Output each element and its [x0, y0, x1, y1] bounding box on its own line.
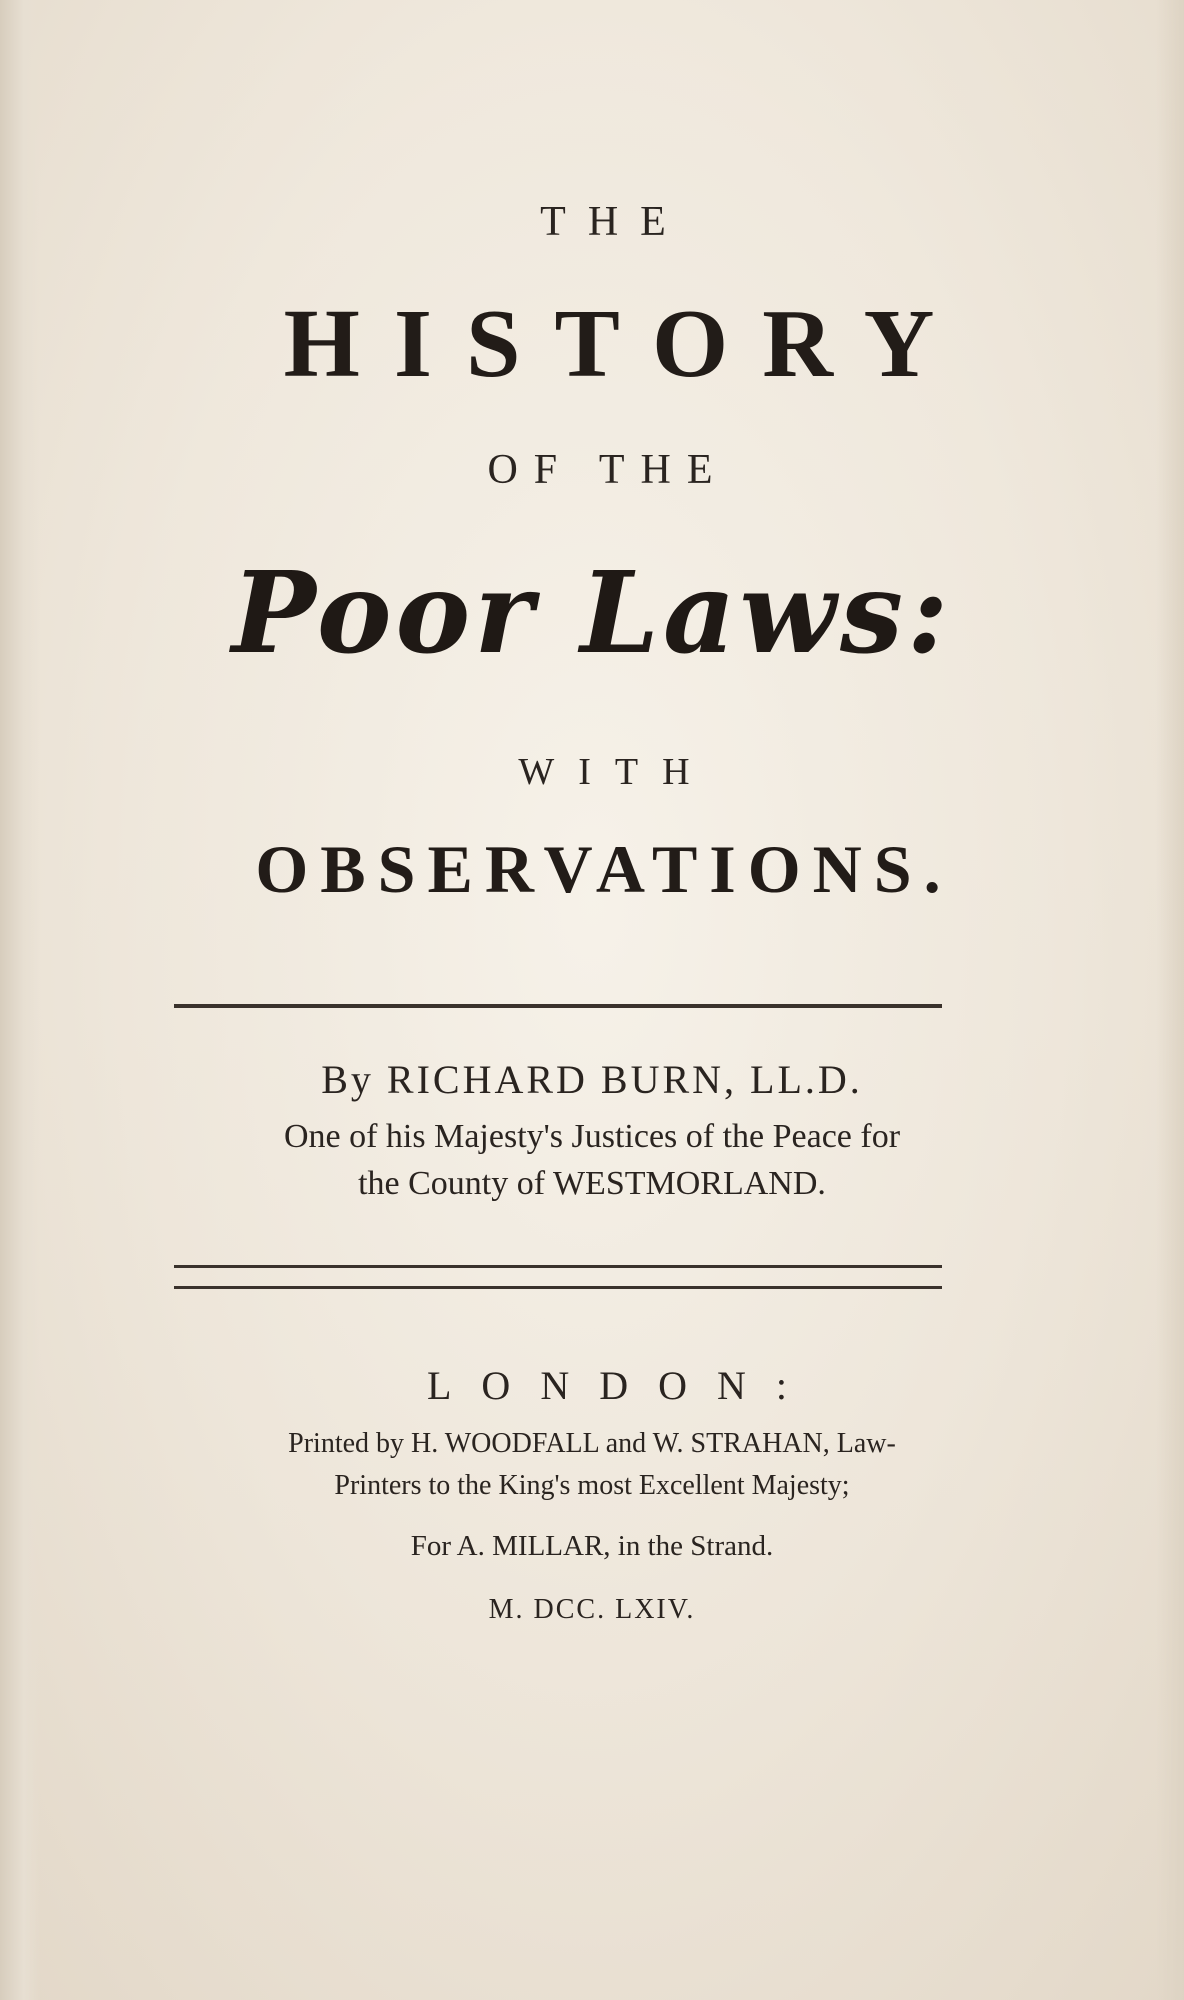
author-office-line-2: the County of WESTMORLAND. — [358, 1165, 826, 1202]
title-with: WITH — [518, 751, 714, 793]
author-office-line-1: One of his Majesty's Justices of the Peace for — [283, 1118, 901, 1155]
title-history: HISTORY — [283, 290, 969, 398]
imprint-printers-line-2: Printers to the King's most Excellent Majesty; — [334, 1470, 850, 1501]
title-the: THE — [540, 199, 688, 245]
imprint-seller: For A. MILLAR, in the Strand. — [410, 1530, 774, 1562]
title-observations: OBSERVATIONS. — [255, 831, 953, 907]
divider-rule-top — [174, 1004, 942, 1008]
author-line: By RICHARD BURN, LL.D. — [321, 1057, 863, 1102]
divider-rule-double-upper — [174, 1265, 942, 1268]
imprint-city: LONDON: — [427, 1363, 817, 1408]
imprint-date: M. DCC. LXIV. — [488, 1594, 696, 1625]
divider-rule-double-lower — [174, 1286, 942, 1289]
imprint-printers-line-1: Printed by H. WOODFALL and W. STRAHAN, Law- — [288, 1428, 896, 1459]
title-poor-laws: Poor Laws: — [231, 548, 953, 679]
title-of-the: OF THE — [487, 447, 729, 493]
